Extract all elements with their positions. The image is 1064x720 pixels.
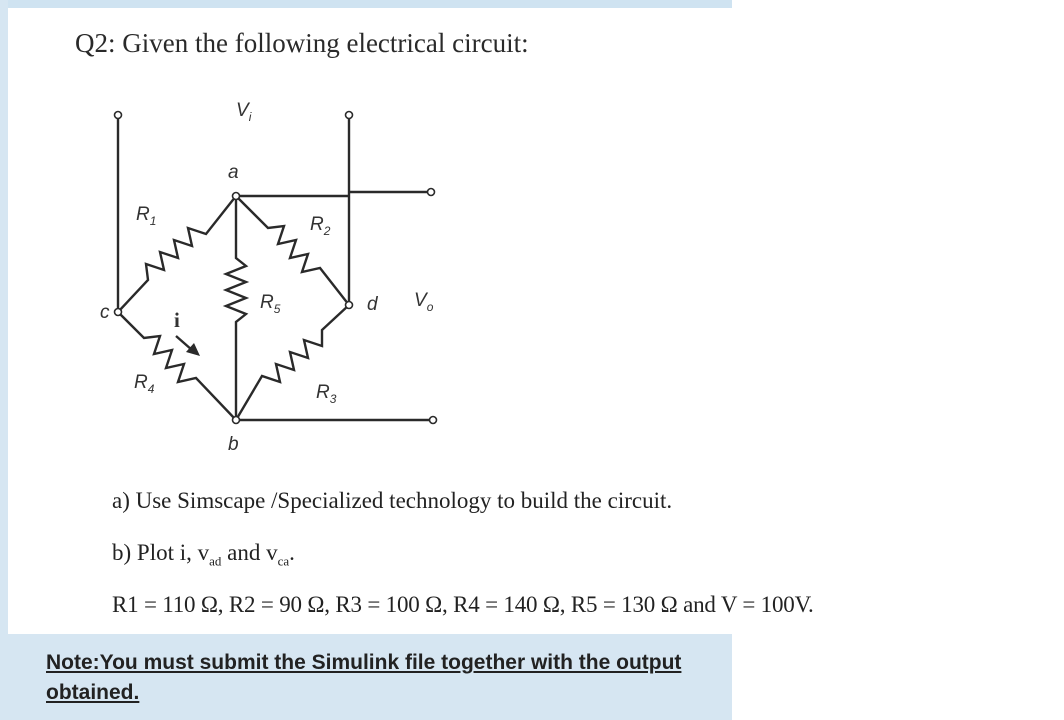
node-d [346, 302, 353, 309]
label-vo: $V_o$ [414, 290, 434, 314]
current-arrow-line [176, 336, 192, 350]
label-current-i: i [174, 308, 180, 332]
label-r1: $R_1$ [136, 204, 157, 228]
label-node-a: a [228, 162, 239, 183]
label-node-c: c [100, 302, 110, 323]
terminal-vo-upper [428, 189, 435, 196]
question-title: Q2: Given the following electrical circuit: [75, 28, 529, 58]
label-r4: $R_4$ [134, 372, 155, 396]
label-r5: $R_5$ [260, 292, 281, 316]
terminal-left-top [115, 112, 122, 119]
label-vi: $V_i$ [236, 100, 252, 124]
node-a [233, 193, 240, 200]
label-node-b: b [228, 434, 239, 455]
resistor-r2 [236, 196, 349, 305]
node-c [115, 309, 122, 316]
question-part-a: a) Use Simscape /Specialized technology to build the circuit. [112, 488, 673, 513]
current-arrow-head [186, 343, 200, 356]
component-values: R1 = 110 Ω, R2 = 90 Ω, R3 = 100 Ω, R4 = 140 Ω, R5 = 130 Ω and V = 100V. [112, 592, 814, 617]
label-node-d: d [367, 294, 378, 315]
resistor-r5 [226, 196, 246, 420]
submission-note: Note:You must submit the Simulink file together with the output obtained. [46, 651, 682, 704]
node-b [233, 417, 240, 424]
terminal-vo-lower [430, 417, 437, 424]
label-r3: $R_3$ [316, 382, 337, 406]
terminal-right-top [346, 112, 353, 119]
label-r2: $R_2$ [310, 214, 331, 238]
question-part-b: b) Plot i, $v_{ad}$ and $v_{ca}$. [112, 540, 295, 569]
